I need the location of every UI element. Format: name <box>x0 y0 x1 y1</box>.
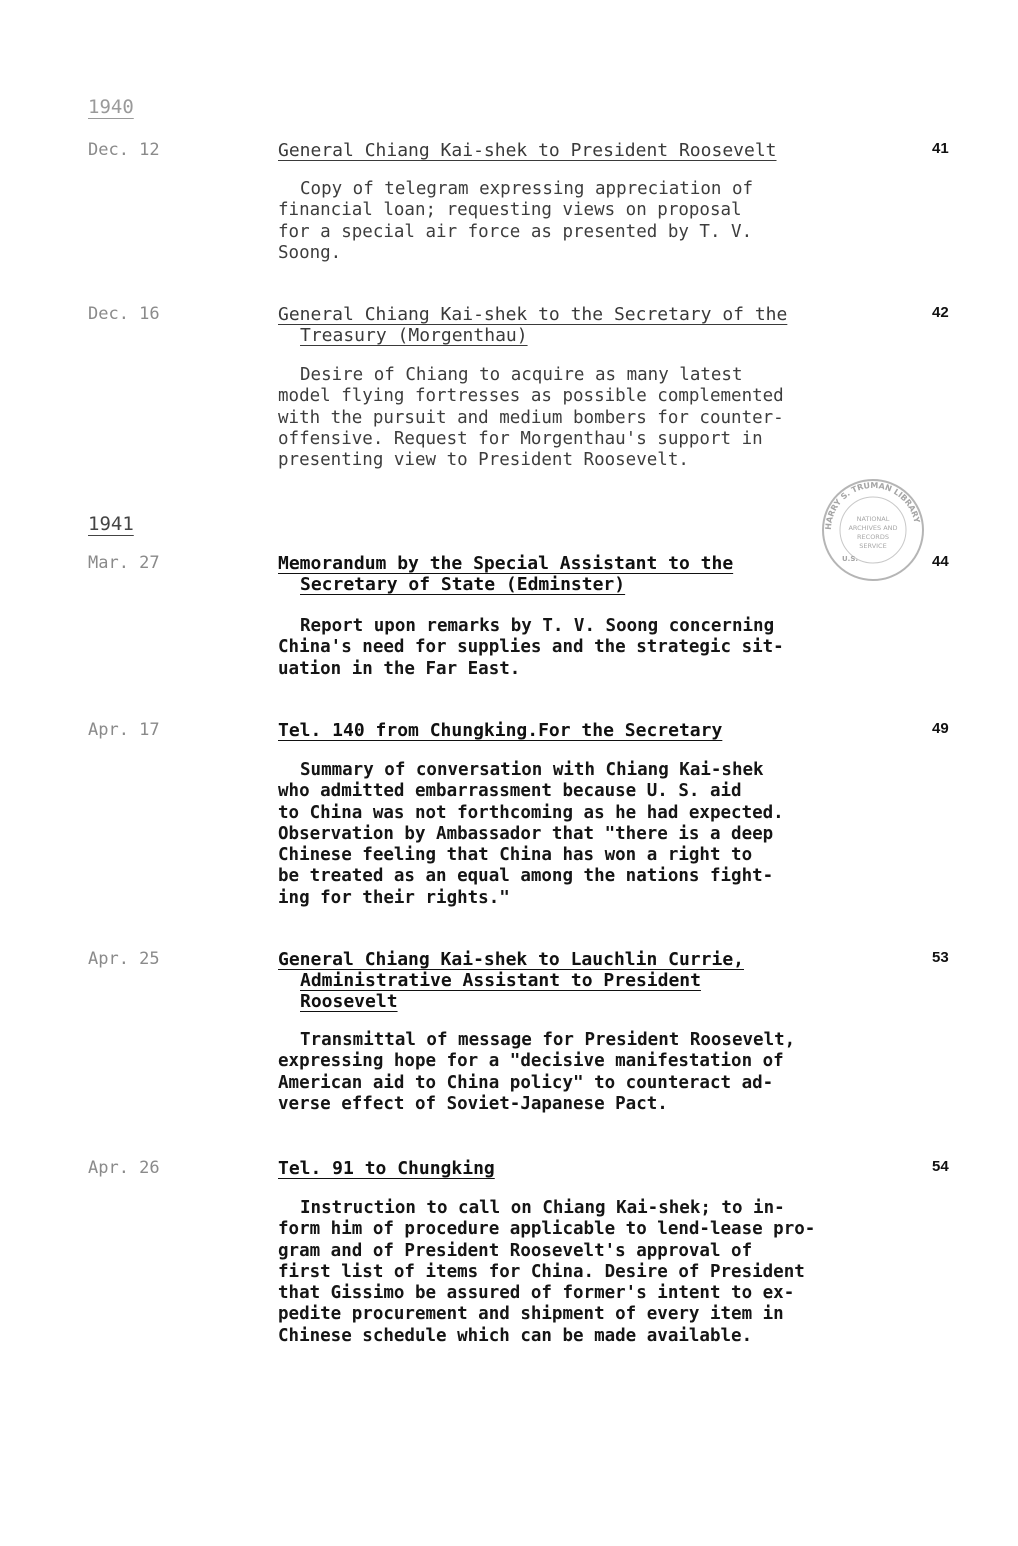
summary-line: Observation by Ambassador that "there is a deep <box>278 823 774 844</box>
heading-line: Administrative Assistant to President <box>300 970 701 991</box>
heading-line: Roosevelt <box>300 991 398 1012</box>
summary-line: gram and of President Roosevelt's approval of <box>278 1240 753 1261</box>
entry-date: Mar. 27 <box>88 553 160 573</box>
summary-line: with the pursuit and medium bombers for counter- <box>278 407 784 428</box>
heading-line: Secretary of State (Edminster) <box>300 574 626 595</box>
entry-summary <box>278 1030 928 1115</box>
summary-line: ing for their rights." <box>278 887 510 908</box>
entry-date: Dec. 16 <box>88 304 160 324</box>
summary-line: presenting view to President Roosevelt. <box>278 450 689 471</box>
heading-line: General Chiang Kai-shek to the Secretary of the <box>278 304 788 325</box>
entry-summary <box>278 365 928 471</box>
summary-line: China's need for supplies and the strategic sit- <box>278 637 784 658</box>
entry-heading <box>278 140 898 161</box>
archive-stamp <box>820 477 926 583</box>
summary-line: Report upon remarks by T. V. Soong concerning <box>300 616 775 636</box>
entry-summary <box>278 616 928 680</box>
summary-line: to China was not forthcoming as he had expected. <box>278 802 784 823</box>
stamp-line: RECORDS <box>857 533 889 541</box>
summary-line: form him of procedure applicable to lend-lease pro- <box>278 1219 816 1240</box>
page-number: 42 <box>932 304 949 321</box>
summary-line: American aid to China policy" to counteract ad- <box>278 1072 774 1093</box>
summary-line: Soong. <box>278 242 342 263</box>
entry-date: Dec. 12 <box>88 140 160 160</box>
stamp-line: U.S. <box>842 555 859 563</box>
page-number: 49 <box>932 720 949 737</box>
entry-summary <box>278 760 928 909</box>
entry-heading <box>278 949 898 1012</box>
entry-date: Apr. 26 <box>88 1158 160 1178</box>
summary-line: Transmittal of message for President Roosevelt, <box>300 1030 796 1050</box>
summary-line: that Gissimo be assured of former's intent to ex- <box>278 1283 795 1304</box>
entry-heading <box>278 720 898 741</box>
heading-line: Tel. 91 to Chungking <box>278 1158 495 1179</box>
entry-heading <box>278 1158 898 1179</box>
heading-line: Memorandum by the Special Assistant to the <box>278 553 734 574</box>
page-number: 54 <box>932 1158 949 1175</box>
summary-line: financial loan; requesting views on proposal <box>278 200 742 221</box>
entry-heading <box>278 553 898 595</box>
summary-line: uation in the Far East. <box>278 658 521 679</box>
summary-line: Summary of conversation with Chiang Kai-shek <box>300 760 764 780</box>
summary-line: model flying fortresses as possible complemented <box>278 386 784 407</box>
summary-line: first list of items for China. Desire of President <box>278 1261 805 1282</box>
summary-line: be treated as an equal among the nations fight- <box>278 866 774 887</box>
summary-line: offensive. Request for Morgenthau's support in <box>278 428 763 449</box>
heading-line: Tel. 140 from Chungking.For the Secretary <box>278 720 723 741</box>
summary-line: Instruction to call on Chiang Kai-shek; to in- <box>300 1198 785 1218</box>
year-1941: 1941 <box>88 513 134 535</box>
summary-line: Chinese schedule which can be made available. <box>278 1325 753 1346</box>
year-1940: 1940 <box>88 96 134 118</box>
stamp-line: NATIONAL <box>856 515 890 523</box>
entry-summary <box>278 1198 928 1347</box>
summary-line: pedite procurement and shipment of every item in <box>278 1304 784 1325</box>
summary-line: for a special air force as presented by T. V. <box>278 221 753 242</box>
entry-heading <box>278 304 898 346</box>
summary-line: Chinese feeling that China has won a right to <box>278 845 753 866</box>
heading-line: General Chiang Kai-shek to Lauchlin Currie, <box>278 949 744 970</box>
summary-line: Copy of telegram expressing appreciation of <box>300 179 754 199</box>
entry-date: Apr. 17 <box>88 720 160 740</box>
summary-line: verse effect of Soviet-Japanese Pact. <box>278 1093 668 1114</box>
heading-line: Treasury (Morgenthau) <box>300 325 528 346</box>
entry-summary <box>278 179 928 264</box>
stamp-line: ARCHIVES AND <box>848 524 898 532</box>
page-number: 53 <box>932 949 949 966</box>
summary-line: who admitted embarrassment because U. S. aid <box>278 781 742 802</box>
page-number: 44 <box>932 553 949 570</box>
entry-date: Apr. 25 <box>88 949 160 969</box>
heading-line: General Chiang Kai-shek to President Roosevelt <box>278 140 777 161</box>
summary-line: expressing hope for a "decisive manifestation of <box>278 1051 784 1072</box>
stamp-line: SERVICE <box>859 542 887 550</box>
page-number: 41 <box>932 140 949 157</box>
summary-line: Desire of Chiang to acquire as many latest <box>300 365 743 385</box>
stamp-arc-text: HARRY S. TRUMAN LIBRARY <box>823 480 922 531</box>
